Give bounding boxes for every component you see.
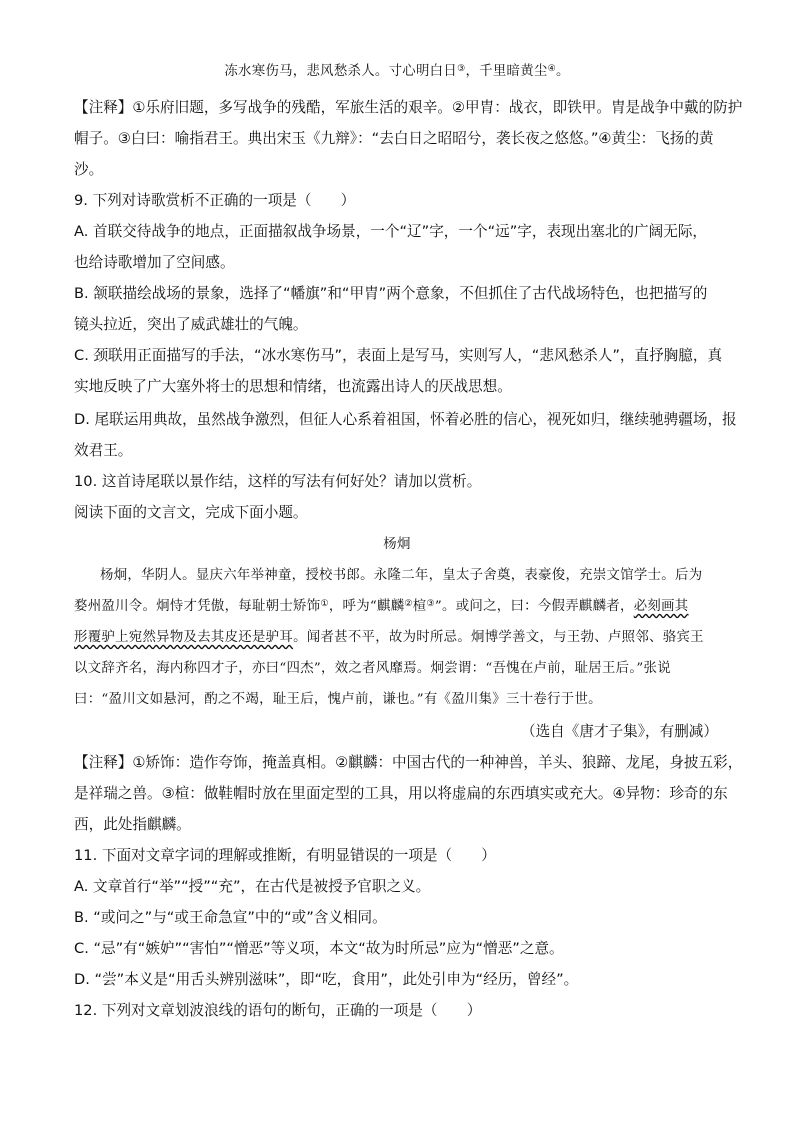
poem-note-line: 沙。 bbox=[74, 161, 104, 178]
footnote-mark: ④ bbox=[547, 64, 556, 74]
q11-option-d[interactable]: D. “尝”本义是“用舌头辨别滋味”，即“吃，食用”，此处引申为“经历，曾经”。 bbox=[74, 971, 579, 988]
q11-option-c[interactable]: C. “忌”有“嫉妒”“害怕”“憎恶”等义项，本文“故为时所忌”应为“憎恶”之意。 bbox=[74, 940, 564, 957]
passage-note-line: 是祥瑞之兽。③楦：做鞋帽时放在里面定型的工具，用以将虚扁的东西填实或充大。④异物：珍奇的东 bbox=[74, 785, 728, 802]
q9-option-d-cont: 效君王。 bbox=[74, 442, 133, 459]
poem-note-line: 【注释】①乐府旧题，多写战争的残酷，军旅生活的艰辛。②甲胄：战衣，即铁甲。胄是战争中戴的防护 bbox=[74, 99, 743, 116]
passage-line bbox=[74, 628, 704, 648]
passage-note-line: 西，此处指麒麟。 bbox=[74, 816, 191, 833]
passage-title: 杨炯 bbox=[383, 537, 411, 552]
q9-option-c-cont: 实地反映了广大塞外将士的思想和情绪，也流露出诗人的厌战思想。 bbox=[74, 378, 512, 395]
q11-option-b[interactable]: B. “或问之”与“或王命急宣”中的“或”含义相同。 bbox=[74, 909, 387, 926]
question-9-stem: 9. 下列对诗歌赏析不正确的一项是（ ） bbox=[74, 192, 356, 209]
passage-line bbox=[74, 597, 688, 617]
passage-text: 。闻者甚不平，故为时所忌。炯博学善文，与王勃、卢照邻、骆宾王 bbox=[293, 630, 704, 645]
passage-text: 婺州盈川令。炯恃才凭傲，每耻朝士矫饰 bbox=[74, 599, 321, 614]
passage-line: 曰：“盈川文如悬河，酌之不竭，耻王后，愧卢前，谦也。”有《盈川集》三十卷行于世。 bbox=[74, 692, 602, 707]
reading-instruction: 阅读下面的文言文，完成下面小题。 bbox=[74, 504, 308, 521]
question-11-stem: 11. 下面对文章字词的理解或推断，有明显错误的一项是（ ） bbox=[74, 847, 496, 864]
footnote-mark: ③ bbox=[426, 599, 435, 609]
q9-option-c[interactable]: C. 颈联用正面描写的手法，“冰水寒伤马”，表面上是写马，实则写人，“悲风愁杀人”，直抒胸臆，真 bbox=[74, 347, 723, 364]
q11-option-a[interactable]: A. 文章首行“举”“授”“充”，在古代是被授予官职之义。 bbox=[74, 878, 431, 895]
q9-option-a-cont: 也给诗歌增加了空间感。 bbox=[74, 254, 235, 271]
q9-option-a[interactable]: A. 首联交待战争的地点，正面描叙战争场景，一个“辽”字，一个“远”字，表现出塞北的广阔无际， bbox=[74, 223, 708, 240]
poem-note-line: 帽子。③白曰：喻指君王。典出宋玉《九辩》：“去白日之昭昭兮，袭长夜之悠悠。”④黄尘：飞扬的黄 bbox=[74, 130, 714, 147]
poem-text: ，千里暗黄尘 bbox=[465, 64, 548, 79]
poem-text: 。 bbox=[555, 64, 570, 79]
wavy-underlined-sentence: 形覆驴上宛然异物及去其皮还是驴耳 bbox=[74, 630, 294, 645]
footnote-mark: ① bbox=[320, 599, 329, 609]
q9-option-d[interactable]: D. 尾联运用典故，虽然战争激烈，但征人心系着祖国，怀着必胜的信心，视死如归，继续驰骋疆场，报 bbox=[74, 411, 737, 428]
passage-text: ，呼为“麒麟 bbox=[328, 599, 405, 614]
passage-source: （选自《唐才子集》，有删减） bbox=[520, 723, 718, 740]
poem-last-line bbox=[0, 62, 794, 82]
passage-note-line: 【注释】①矫饰：造作夸饰，掩盖真相。②麒麟：中国古代的一种神兽，羊头、狼蹄、龙尾，身披五彩， bbox=[74, 754, 743, 771]
footnote-mark: ③ bbox=[457, 64, 466, 74]
passage-line: 以文辞齐名，海内称四才子，亦曰“四杰”，效之者风靡焉。炯尝谓：“吾愧在卢前，耻居王后。”张说 bbox=[74, 661, 671, 676]
poem-text: 冻水寒伤马，悲风愁杀人。寸心明白日 bbox=[224, 64, 458, 79]
wavy-underlined-sentence: 必刻画其 bbox=[633, 599, 689, 614]
passage-line: 杨炯，华阴人。显庆六年举神童，授校书郎。永隆二年，皇太子舍奠，表豪俊，充崇文馆学士。后为 bbox=[100, 568, 703, 583]
footnote-mark: ② bbox=[404, 599, 413, 609]
passage-text: 楦 bbox=[412, 599, 427, 614]
question-12-stem: 12. 下列对文章划波浪线的语句的断句，正确的一项是（ ） bbox=[74, 1002, 482, 1019]
q9-option-b[interactable]: B. 颔联描绘战场的景象，选择了“幡旗”和“甲胄”两个意象，不但抓住了古代战场特色，也把描写的 bbox=[74, 285, 708, 302]
q9-option-b-cont: 镜头拉近，突出了威武雄壮的气魄。 bbox=[74, 316, 308, 333]
passage-text: ”。或问之，曰：今假弄麒麟者， bbox=[434, 599, 634, 614]
question-10: 10. 这首诗尾联以景作结，这样的写法有何好处？请加以赏析。 bbox=[74, 473, 482, 490]
